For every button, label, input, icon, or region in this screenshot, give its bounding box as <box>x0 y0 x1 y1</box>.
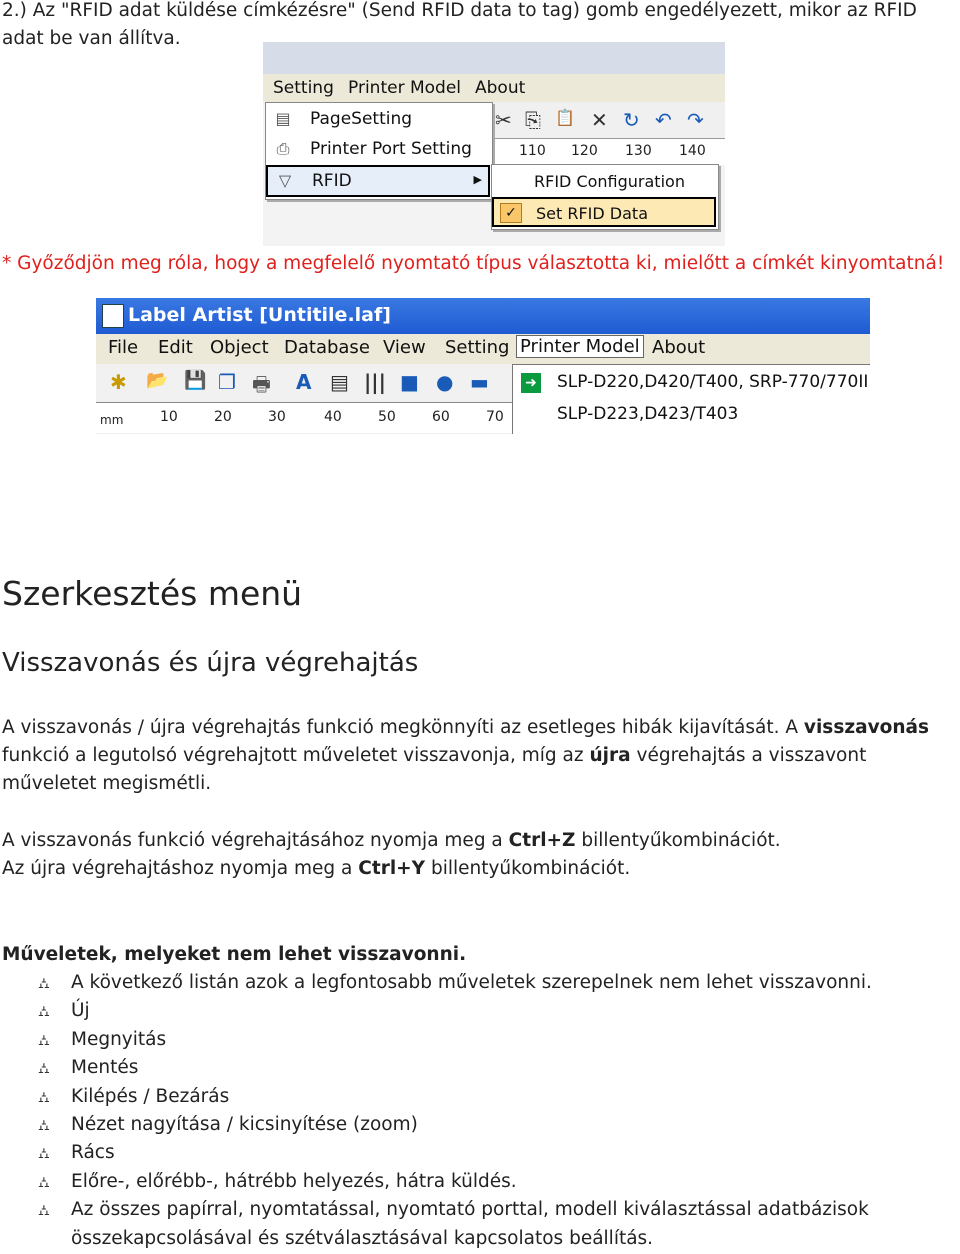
menu-object[interactable]: Object <box>210 337 269 358</box>
image-tool-icon[interactable]: ▤ <box>330 370 349 394</box>
redo-shortcut-line <box>2 855 960 883</box>
text: A visszavonás funkció végrehajtásához nyomja meg a <box>2 830 509 851</box>
shortcut-paragraph <box>2 827 960 883</box>
printer-model-screenshot <box>96 298 870 434</box>
list-item <box>38 1026 960 1054</box>
circle-tool-icon[interactable]: ● <box>436 370 454 394</box>
ruler-label: 130 <box>625 143 652 159</box>
text: billentyűkombinációt. <box>425 858 631 879</box>
shortcut: Ctrl+Y <box>358 858 426 879</box>
printer-icon: ⎙ <box>276 139 290 158</box>
bullet-icon: ⛼ <box>38 1144 50 1163</box>
text: végrehajtás a visszavont műveletet megismétli. <box>2 745 867 794</box>
subsection-heading: Visszavonás és újra végrehajtás <box>2 648 419 678</box>
bullet-icon: ⛼ <box>38 1116 50 1135</box>
menu-item-rfid[interactable] <box>266 165 490 197</box>
delete-icon[interactable]: ✕ <box>591 108 608 132</box>
barcode-tool-icon[interactable]: ||| <box>364 370 386 394</box>
ruler <box>96 402 512 433</box>
undo-shortcut-line <box>2 827 960 855</box>
emphasis: újra <box>589 745 631 766</box>
redo-icon[interactable]: ↷ <box>687 108 704 132</box>
ruler-unit: mm <box>100 413 124 427</box>
app-icon <box>102 304 124 328</box>
text: billentyűkombinációt. <box>575 830 781 851</box>
refresh-icon[interactable]: ↻ <box>623 108 640 132</box>
text: funkció a legutolsó végrehajtott műveletet visszavonja, míg az <box>2 745 590 766</box>
list-item-text: Kilépés / Bezárás <box>71 1085 230 1107</box>
check-icon: ✓ <box>500 203 522 223</box>
menu-item-rfid-configuration[interactable] <box>492 167 716 197</box>
rectangle-tool-icon[interactable]: ■ <box>400 370 419 394</box>
list-item-text: Új <box>71 1000 90 1022</box>
ruler-label: 140 <box>679 143 706 159</box>
warning-note: * Győződjön meg róla, hogy a megfelelő nyomtató típus választotta ki, mielőtt a címkét kinyomtatná! <box>2 253 945 274</box>
list-item <box>38 1168 960 1196</box>
paste-icon[interactable]: 📋 <box>555 108 575 127</box>
menu-file[interactable]: File <box>108 337 139 358</box>
ruler-label: 60 <box>432 409 450 425</box>
line-tool-icon[interactable]: ▬ <box>470 370 489 394</box>
menu-item-label: RFID Configuration <box>534 172 685 191</box>
new-icon[interactable]: ✱ <box>110 370 127 394</box>
text: A visszavonás / újra végrehajtás funkció megkönnyíti az esetleges hibák kijavítását. A <box>2 717 804 738</box>
rfid-submenu <box>491 164 719 230</box>
ruler-label: 30 <box>268 409 286 425</box>
title-strip <box>263 42 725 74</box>
bullet-icon: ⛼ <box>38 1002 50 1021</box>
menu-database[interactable]: Database <box>284 337 370 358</box>
ruler-label: 120 <box>571 143 598 159</box>
save-icon[interactable]: 💾 <box>184 370 207 391</box>
text-tool-icon[interactable]: A <box>296 370 312 394</box>
list-item-text: A következő listán azok a legfontosabb műveletek szerepelnek nem lehet visszavonni. <box>71 972 872 993</box>
undo-redo-paragraph <box>2 714 960 798</box>
non-undoable-list <box>38 969 960 1253</box>
copy-icon[interactable]: ❐ <box>218 370 236 394</box>
menu-item-label: Set RFID Data <box>536 204 649 223</box>
list-item <box>38 997 960 1025</box>
menu-item-set-rfid-data[interactable] <box>492 197 716 227</box>
list-heading: Műveletek, melyeket nem lehet visszavonni. <box>2 944 467 965</box>
filter-icon: ▽ <box>278 171 292 190</box>
menu-item-label: Printer Port Setting <box>310 139 472 159</box>
menu-setting[interactable]: Setting <box>445 337 510 358</box>
text: Az újra végrehajtáshoz nyomja meg a <box>2 858 359 879</box>
menubar <box>96 334 870 364</box>
list-item <box>38 1083 960 1111</box>
ruler-label: 10 <box>160 409 178 425</box>
bullet-icon: ⛼ <box>38 1059 50 1078</box>
menu-about[interactable]: About <box>652 337 706 358</box>
intro-text: 2.) Az "RFID adat küldése címkézésre" (Send RFID data to tag) gomb engedélyezett, mikor az RFID adat be van állítva. <box>2 0 917 49</box>
ruler-label: 110 <box>519 143 546 159</box>
menu-edit[interactable]: Edit <box>158 337 193 358</box>
ruler-label: 70 <box>486 409 504 425</box>
bullet-icon: ⛼ <box>38 1201 50 1220</box>
menu-about[interactable]: About <box>475 78 526 98</box>
menu-printer-model[interactable]: Printer Model <box>516 335 644 358</box>
model-option-label: SLP-D223,D423/T403 <box>557 404 739 424</box>
menu-item-label: PageSetting <box>310 109 413 129</box>
menu-view[interactable]: View <box>383 337 426 358</box>
rfid-menu-screenshot <box>263 42 725 246</box>
bullet-icon: ⛼ <box>38 1030 50 1049</box>
ruler-label: 40 <box>324 409 342 425</box>
window-titlebar <box>96 298 870 334</box>
section-heading: Szerkesztés menü <box>2 574 303 613</box>
window-title: Label Artist [Untitile.laf] <box>128 304 391 326</box>
list-item-text: Mentés <box>71 1057 139 1079</box>
shortcut: Ctrl+Z <box>508 830 576 851</box>
list-item <box>38 1111 960 1139</box>
setting-dropdown <box>265 102 493 200</box>
model-option-slp-d220[interactable] <box>513 367 869 399</box>
list-item-text: Az összes papírral, nyomtatással, nyomtató porttal, modell kiválasztással adatbázisok összekapcsolásával és szétválasztásával kapcsolatos beállítás. <box>71 1199 869 1249</box>
menu-setting[interactable]: Setting <box>273 78 334 98</box>
emphasis: visszavonás <box>803 717 930 738</box>
menu-item-label: RFID <box>312 171 352 191</box>
bullet-icon: ⛼ <box>38 1087 50 1106</box>
bullet-icon: ⛼ <box>38 1172 50 1191</box>
bullet-icon: ⛼ <box>38 974 50 992</box>
list-item-text: Előre-, előrébb-, hátrébb helyezés, hátra küldés. <box>71 1170 517 1192</box>
print-icon[interactable]: 🖶 <box>252 372 271 396</box>
list-item <box>38 1054 960 1082</box>
open-icon[interactable]: 📂 <box>146 370 169 391</box>
menu-printer-model[interactable]: Printer Model <box>348 78 461 98</box>
list-item <box>38 969 960 997</box>
copy-icon[interactable]: ⎘ <box>525 108 541 132</box>
ruler <box>491 138 725 165</box>
list-item-text: Rács <box>71 1142 115 1164</box>
model-option-slp-d223[interactable] <box>513 399 869 431</box>
page-icon: ▤ <box>275 109 291 128</box>
undo-icon[interactable]: ↶ <box>655 108 672 132</box>
printer-model-dropdown <box>512 364 870 434</box>
menu-item-printer-port-setting[interactable] <box>266 135 490 165</box>
list-item-text: Nézet nagyítása / kicsinyítése (zoom) <box>71 1114 418 1136</box>
selected-arrow-icon: ➜ <box>521 373 541 393</box>
list-item <box>38 1139 960 1167</box>
submenu-arrow-icon: ▶ <box>473 173 482 186</box>
cut-icon[interactable]: ✂ <box>495 108 512 132</box>
list-item <box>38 1196 960 1253</box>
list-item-text: Megnyitás <box>71 1028 167 1050</box>
ruler-label: 50 <box>378 409 396 425</box>
model-option-label: SLP-D220,D420/T400, SRP-770/770II <box>557 372 869 392</box>
ruler-label: 20 <box>214 409 232 425</box>
menu-item-pagesetting[interactable] <box>266 105 490 135</box>
